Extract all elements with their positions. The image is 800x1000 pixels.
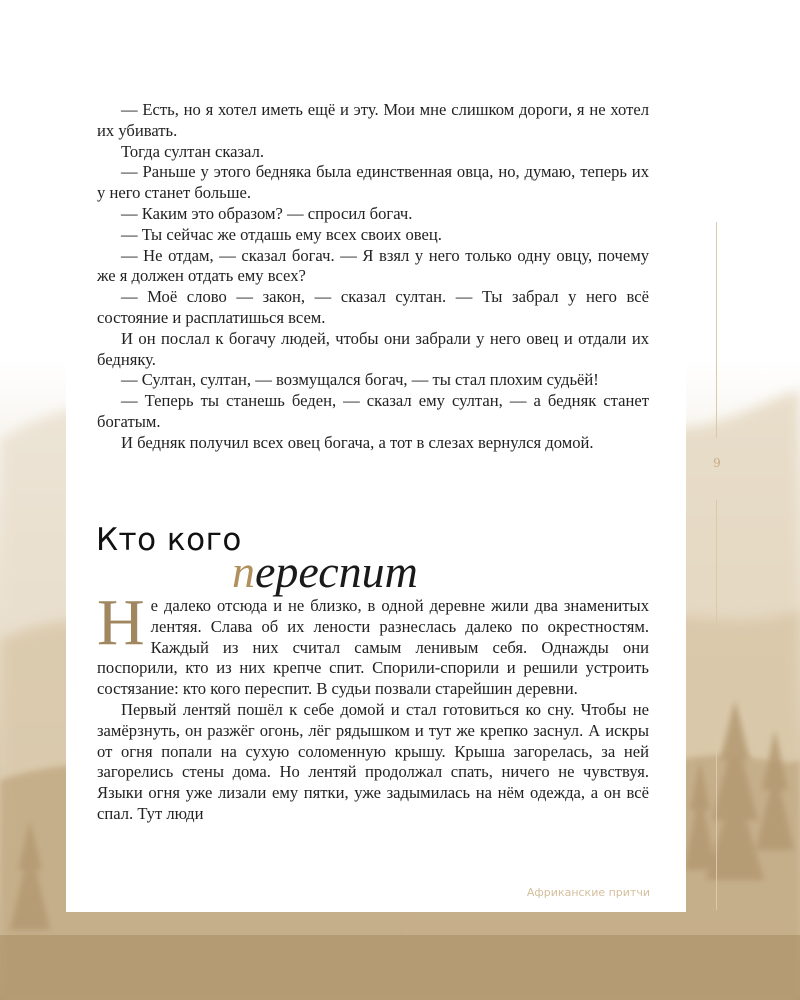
title-accent-letter: п <box>232 546 255 597</box>
paragraph: — Моё слово — закон, — сказал султан. — Ты забрал у него всё состояние и расплатишься всем. <box>97 287 649 327</box>
first-paragraph-text: е далеко отсюда и не близко, в одной деревне жили два знаменитых лентяя. Слава об их лености разнеслась далеко по окрестностям. Каждый из них считал самым ленивым себя. Однажды они поспорили, кто из них крепче спит. Спорили-спорили и решили устроить состязание: кто кого переспит. В судьи позвали старейшин деревни. <box>97 596 649 699</box>
margin-rule-upper <box>716 222 717 438</box>
paragraph: — Каким это образом? — спросил богач. <box>121 203 413 223</box>
paragraph: И бедняк получил всех овец богача, а тот в слезах вернулся домой. <box>121 432 594 452</box>
paragraph: Тогда султан сказал. <box>121 141 264 161</box>
first-paragraph <box>97 586 649 700</box>
paragraph: И он послал к богачу людей, чтобы они забрали у него овец и отдали их бедняку. <box>97 328 649 369</box>
drop-cap: Н <box>97 586 145 659</box>
paragraph: — Есть, но я хотел иметь ещё и эту. Мои мне слишком дороги, я не хотел их убивать. <box>97 100 649 140</box>
dialogue-text <box>97 100 649 454</box>
story-text <box>97 586 649 825</box>
story-title-line1: Кто кого <box>96 522 242 558</box>
paragraph: Первый лентяй пошёл к себе домой и стал готовиться ко сну. Чтобы не замёрзнуть, он разжёг огонь, лёг рядышком и тут же крепко заснул. А искры от огня попали на сухую соломенную крышу. Крыша загорелась, за ней загорелись стены дома. Но лентяй продолжал спать, ничего не чувствуя. Языки огня уже лизали ему пятки, уже задымилась на нём одежда, а он всё спал. Тут люди <box>97 699 649 823</box>
footer-book-title: Африканские притчи <box>526 886 650 899</box>
paragraph: — Ты сейчас же отдашь ему всех своих овец. <box>121 224 442 244</box>
margin-rule-lower <box>716 500 717 910</box>
paragraph: — Теперь ты станешь беден, — сказал ему султан, — а бедняк станет богатым. <box>97 391 649 431</box>
story-title-line2 <box>232 545 418 598</box>
title-rest: ереспит <box>255 546 418 597</box>
page-number: 9 <box>713 456 721 470</box>
paragraph: — Не отдам, — сказал богач. — Я взял у него только одну овцу, почему же я должен отдать ему всех? <box>97 245 649 286</box>
paragraph: — Султан, султан, — возмущался богач, — ты стал плохим судьёй! <box>121 370 599 390</box>
paragraph: — Раньше у этого бедняка была единственная овца, но, думаю, теперь их у него станет больше. <box>97 162 649 203</box>
